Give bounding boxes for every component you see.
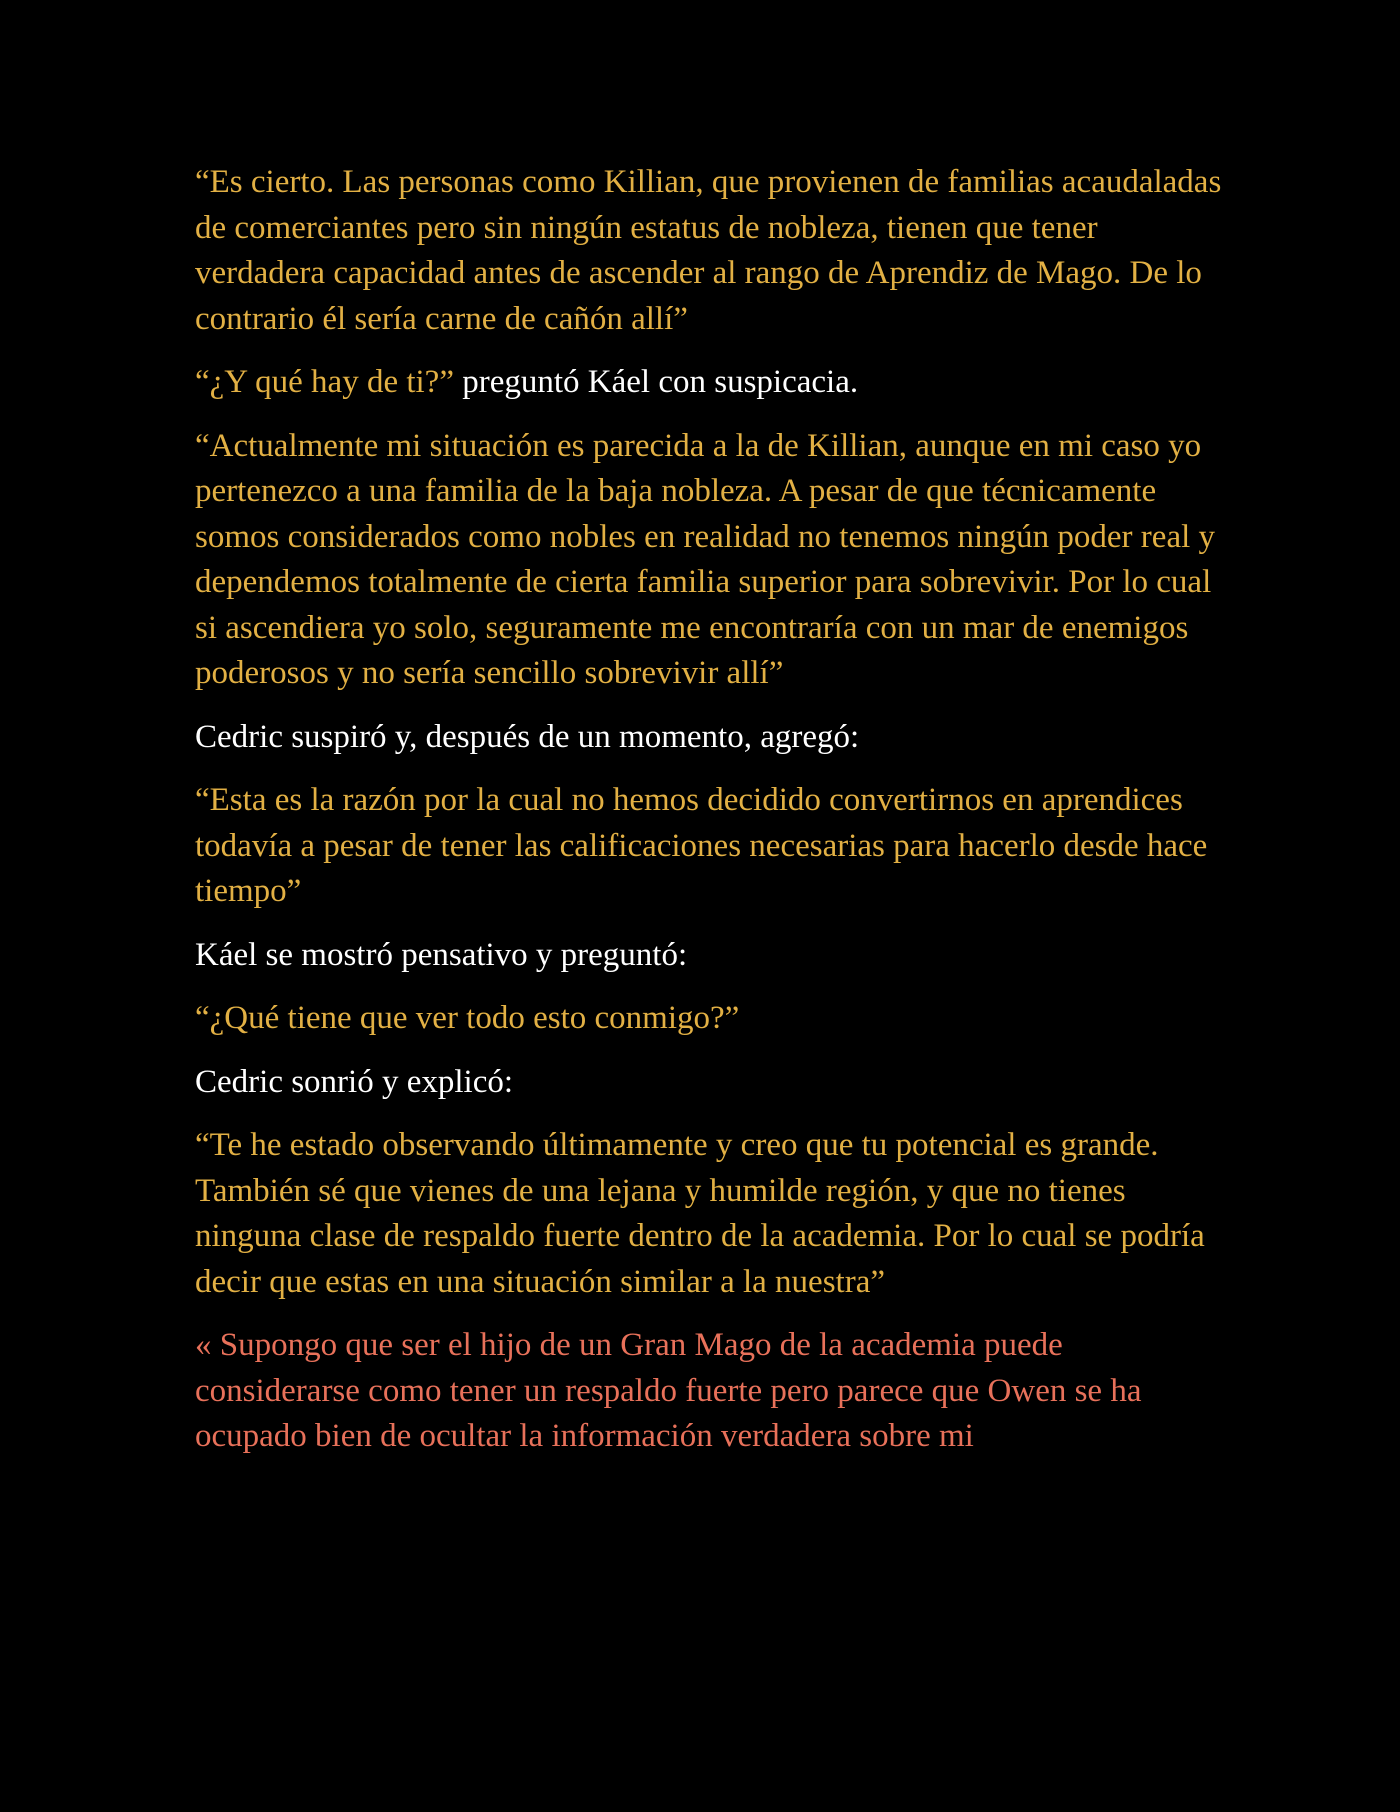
narration-text: Cedric sonrió y explicó:: [195, 1063, 514, 1100]
narration-text: Káel se mostró pensativo y preguntó:: [195, 936, 688, 973]
paragraph-4: [195, 715, 1225, 761]
paragraph-8: [195, 1060, 1225, 1106]
paragraph-9: [195, 1123, 1225, 1305]
paragraph-5: [195, 778, 1225, 915]
document-page: [195, 160, 1230, 1478]
thought-text: « Supongo que ser el hijo de un Gran Mago de la academia puede considerarse como tener un respaldo fuerte pero parece que Owen se ha ocupado bien de ocultar la información verdadera sobre mi: [195, 1327, 1150, 1454]
paragraph-3: [195, 424, 1225, 697]
dialogue-text: “¿Qué tiene que ver todo esto conmigo?”: [195, 1000, 740, 1036]
paragraph-2: [195, 360, 1225, 406]
narration-text: Cedric suspiró y, después de un momento, agregó:: [195, 718, 860, 755]
paragraph-7: [195, 996, 1225, 1042]
paragraph-10: [195, 1323, 1225, 1460]
dialogue-text: “Te he estado observando últimamente y creo que tu potencial es grande. También sé que vienes de una lejana y humilde región, y que no tienes ninguna clase de respaldo fuerte dentro de la academia. Por lo cual se podría decir que estas en una situación similar a la nuestra”: [195, 1127, 1214, 1300]
dialogue-text: “Esta es la razón por la cual no hemos decidido convertirnos en aprendices todavía a pesar de tener las calificaciones necesarias para hacerlo desde hace tiempo”: [195, 782, 1216, 909]
dialogue-text: “Actualmente mi situación es parecida a la de Killian, aunque en mi caso yo pertenezco a una familia de la baja nobleza. A pesar de que técnicamente somos considerados como nobles en realidad no tenemos ningún poder real y dependemos totalmente de cierta familia superior para sobrevivir. Por lo cual si ascendiera yo solo, seguramente me encontraría con un mar de enemigos poderosos y no sería sencillo sobrevivir allí”: [195, 427, 1224, 691]
paragraph-6: [195, 933, 1225, 979]
paragraph-1: [195, 160, 1230, 342]
narration-text: preguntó Káel con suspicacia.: [453, 364, 859, 400]
dialogue-text: “Es cierto. Las personas como Killian, que provienen de familias acaudaladas de comerciantes pero sin ningún estatus de nobleza, tienen que tener verdadera capacidad antes de ascender al rango de Aprendiz de Mago. De lo contrario él sería carne de cañón allí”: [195, 164, 1230, 337]
dialogue-text: “¿Y qué hay de ti?”: [195, 364, 454, 400]
